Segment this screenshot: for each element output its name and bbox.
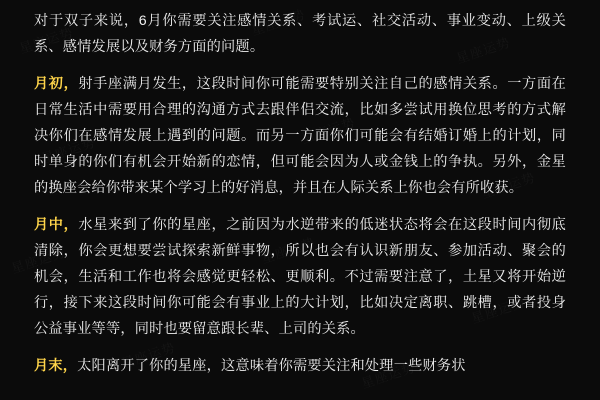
article-body: [34, 8, 566, 379]
bottom-fade: [0, 390, 600, 400]
paragraph-mid-month: [34, 212, 566, 342]
paragraph-late-month: [34, 353, 566, 379]
paragraph-intro: [34, 8, 566, 60]
paragraph-label: 月初，: [34, 76, 79, 92]
paragraph-text: 水星来到了你的星座，之前因为水逆带来的低迷状态将会在这段时间内彻底清除，你会更想要尝试探索新鲜事物，所以也会有认识新朋友、参加活动、聚会的机会，生活和工作也将会感觉更轻松、更顺利。不过需要注意了，土星又将开始逆行，接下来这段时间你可能会有事业上的大计划，比如决定离职、跳槽，或者投身公益事业等等，同时也要留意跟长辈、上司的关系。: [34, 217, 566, 337]
paragraph-text: 射手座满月发生，这段时间你可能需要特别关注自己的感情关系。一方面在日常生活中需要用合理的沟通方式去跟伴侣交流，比如多尝试用换位思考的方式解决你们在感情发展上遇到的问题。而另一方面你们可能会有结婚订婚上的计划，同时单身的你们有机会开始新的恋情，但可能会因为人或金钱上的争执。另外，金星的换座会给你带来某个学习上的好消息，并且在人际关系上你也会有所收获。: [34, 76, 566, 196]
paragraph-label: 月中，: [34, 217, 79, 233]
paragraph-label: 月末，: [34, 358, 78, 374]
paragraph-text: 太阳离开了你的星座，这意味着你需要关注和处理一些财务状: [77, 358, 466, 374]
paragraph-text: 对于双子来说，6月你需要关注感情关系、考试运、社交活动、事业变动、上级关系、感情发展以及财务方面的问题。: [34, 13, 566, 55]
paragraph-early-month: [34, 71, 566, 201]
